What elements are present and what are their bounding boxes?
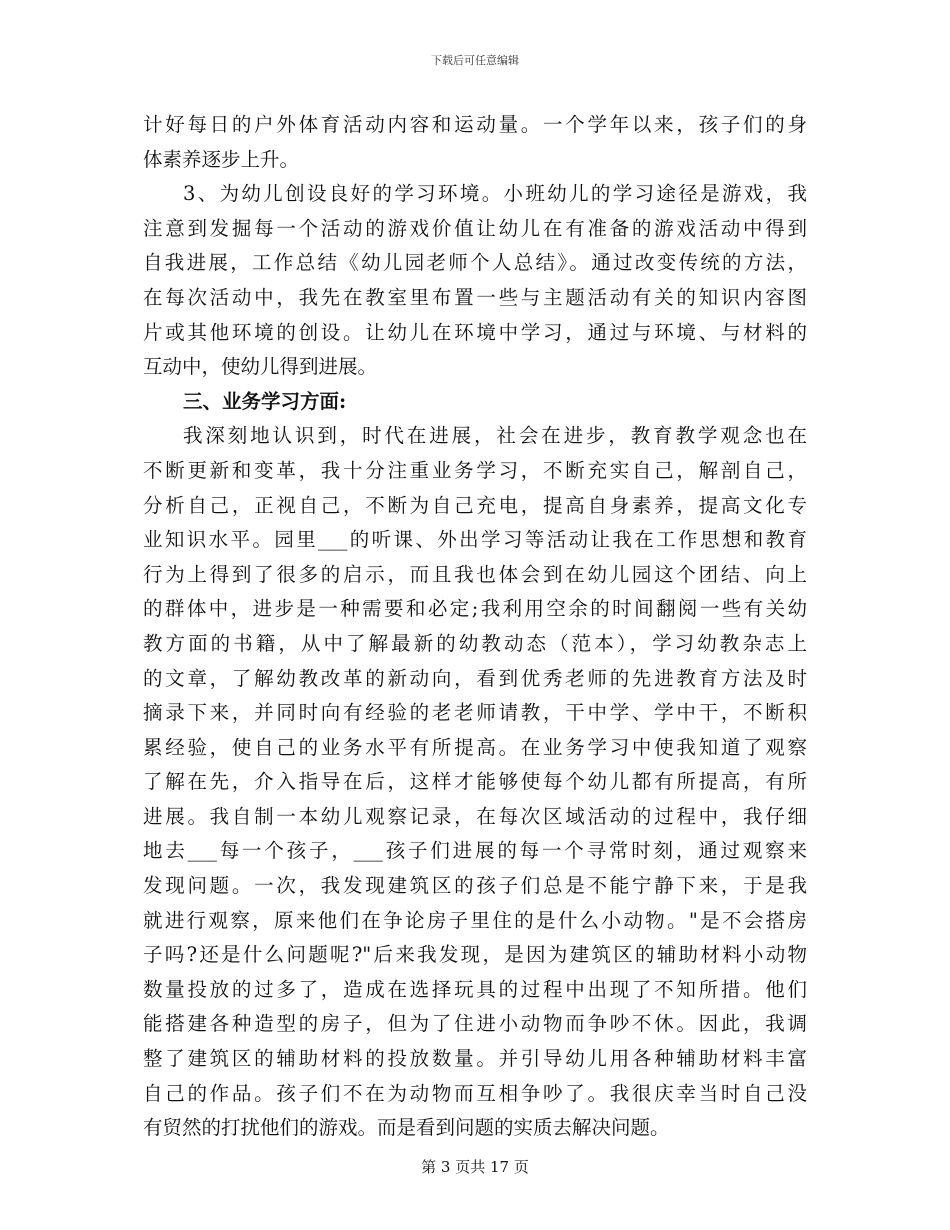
text-line: 累经验，使自己的业务水平有所提高。在业务学习中使我知道了观察 xyxy=(143,735,807,759)
text-line: 发现问题。一次，我发现建筑区的孩子们总是不能宁静下来，于是我 xyxy=(143,874,807,898)
text-line: 摘录下来，并同时向有经验的老老师请教，干中学、学中干，不断积 xyxy=(143,701,807,725)
text-line: 3、为幼儿创设良好的学习环境。小班幼儿的学习途径是游戏，我 xyxy=(183,182,807,206)
text-line: 子吗?还是什么问题呢?"后来我发现，是因为建筑区的辅助材料小动物 xyxy=(143,943,807,967)
text-line: 的群体中，进步是一种需要和必定;我利用空余的时间翻阅一些有关幼 xyxy=(143,597,807,621)
text-line: 在每次活动中，我先在教室里布置一些与主题活动有关的知识内容图 xyxy=(143,285,807,309)
text-line: 体素养逐步上升。 xyxy=(143,147,300,171)
text-line: 互动中，使幼儿得到进展。 xyxy=(143,355,378,379)
text-line: 自己的作品。孩子们不在为动物而互相争吵了。我很庆幸当时自己没 xyxy=(143,1081,807,1105)
document-body xyxy=(143,108,807,1146)
text-line: 行为上得到了很多的启示，而且我也体会到在幼儿园这个团结、向上 xyxy=(143,562,807,586)
text-line: 计好每日的户外体育活动内容和运动量。一个学年以来，孩子们的身 xyxy=(143,113,807,136)
text-line: 自我进展，工作总结《幼儿园老师个人总结》。通过改变传统的方法， xyxy=(143,251,807,275)
text-line: 有贸然的打扰他们的游戏。而是看到问题的实质去解决问题。 xyxy=(143,1116,670,1140)
text-line: 能搭建各种造型的房子，但为了住进小动物而争吵不休。因此，我调 xyxy=(143,1012,807,1036)
text-line: 就进行观察，原来他们在争论房子里住的是什么小动物。"是不会搭房 xyxy=(143,908,807,932)
text-line: 地去___每一个孩子，___孩子们进展的每一个寻常时刻，通过观察来 xyxy=(143,839,807,863)
text-line: 分析自己，正视自己，不断为自己充电，提高自身素养，提高文化专 xyxy=(143,493,807,517)
page-header: 下载后可任意编辑 xyxy=(431,54,519,67)
text-line: 我深刻地认识到，时代在进展，社会在进步，教育教学观念也在 xyxy=(183,424,807,448)
section-heading: 三、业务学习方面: xyxy=(183,389,347,413)
text-line: 进展。我自制一本幼儿观察记录，在每次区域活动的过程中，我仔细 xyxy=(143,804,807,828)
text-line: 注意到发掘每一个活动的游戏价值让幼儿在有准备的游戏活动中得到 xyxy=(143,216,807,240)
text-line: 不断更新和变革，我十分注重业务学习，不断充实自己，解剖自己， xyxy=(143,458,807,482)
text-line: 的文章，了解幼教改革的新动向，看到优秀老师的先进教育方法及时 xyxy=(143,666,807,690)
text-line: 片或其他环境的创设。让幼儿在环境中学习，通过与环境、与材料的 xyxy=(143,320,807,344)
text-line: 了解在先，介入指导在后，这样才能够使每个幼儿都有所提高，有所 xyxy=(143,770,807,794)
text-line: 业知识水平。园里___的听课、外出学习等活动让我在工作思想和教育 xyxy=(143,528,807,552)
text-line: 整了建筑区的辅助材料的投放数量。并引导幼儿用各种辅助材料丰富 xyxy=(143,1047,807,1071)
text-line: 教方面的书籍，从中了解最新的幼教动态（范本），学习幼教杂志上 xyxy=(143,631,807,655)
text-line: 数量投放的过多了，造成在选择玩具的过程中出现了不知所措。他们 xyxy=(143,977,807,1001)
page-number: 第 3 页共 17 页 xyxy=(421,1158,529,1176)
